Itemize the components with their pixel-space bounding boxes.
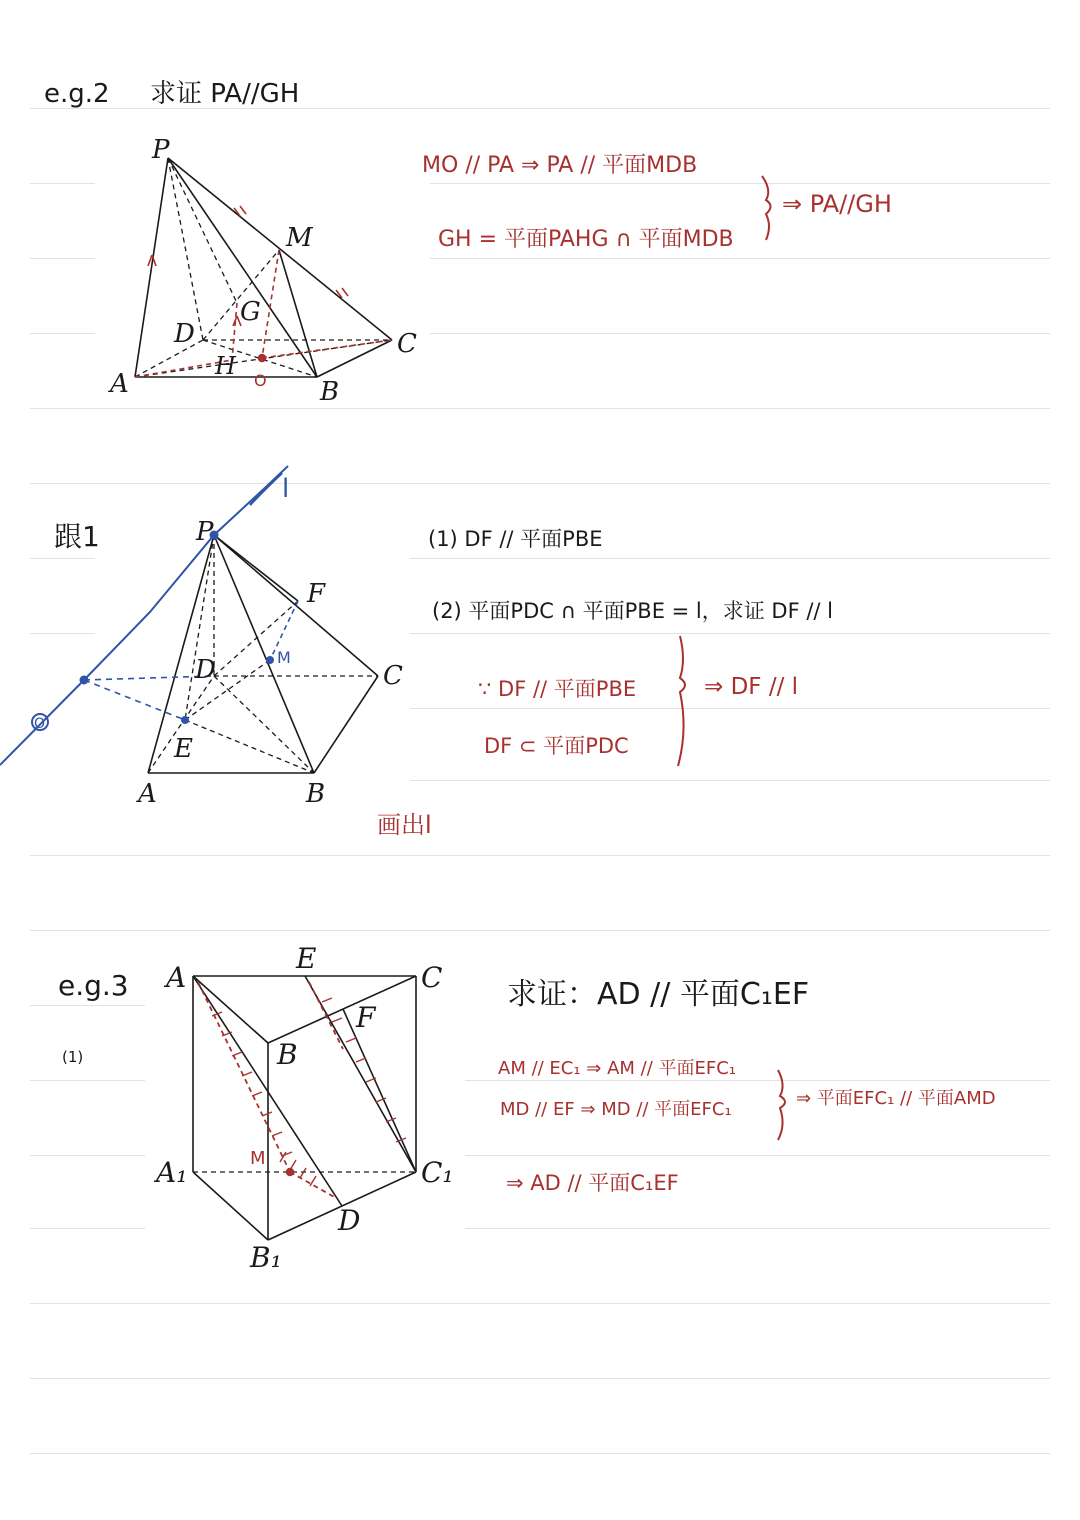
eg3-label-D: D — [338, 1204, 361, 1237]
eg3-brace — [778, 1070, 785, 1140]
ex1-label-P: P — [196, 517, 214, 547]
eg3-label-B1: B₁ — [250, 1241, 282, 1274]
eg2-label-C: C — [397, 329, 417, 359]
eg3-label-B: B — [277, 1038, 298, 1071]
ex1-q2: (2) 平面PDC ∩ 平面PBE = l，求证 DF // l — [432, 599, 834, 623]
eg2-label-D: D — [174, 319, 195, 349]
eg2-label-O: O — [254, 371, 267, 390]
eg3-label-C: C — [421, 961, 443, 994]
ex1-note: 画出l — [377, 811, 432, 839]
eg2-step2: GH = 平面PAHG ∩ 平面MDB — [438, 227, 734, 252]
eg2-title: 求证 PA//GH — [150, 79, 300, 109]
eg3-title: 求证：AD // 平面C₁EF — [507, 977, 810, 1012]
ex1-brace — [678, 636, 685, 766]
eg2-label-B: B — [320, 377, 340, 407]
eg2-tag: e.g.2 — [44, 79, 110, 109]
eg3-label-E: E — [296, 942, 317, 975]
eg3-label-A1: A₁ — [156, 1156, 188, 1189]
eg2-label-M: M — [286, 223, 313, 253]
eg3-label-F: F — [356, 1001, 376, 1034]
ex1-section — [0, 466, 833, 839]
eg3-tag: e.g.3 — [58, 969, 129, 1002]
eg3-label-M: M — [250, 1148, 266, 1169]
eg2-label-A: A — [110, 369, 129, 399]
ex1-label-O: O — [34, 716, 46, 732]
eg2-step1: MO // PA ⇒ PA // 平面MDB — [422, 153, 698, 178]
ex1-label-B: B — [306, 779, 326, 809]
eg3-prism-diagram — [193, 976, 416, 1240]
ex1-step1: ∵ DF // 平面PBE — [478, 677, 637, 701]
eg2-red-marks — [135, 206, 392, 377]
eg2-brace — [762, 176, 771, 240]
ex1-label-A: A — [138, 779, 157, 809]
eg3-step1: AM // EC₁ ⇒ AM // 平面EFC₁ — [498, 1058, 737, 1079]
eg3-final: ⇒ AD // 平面C₁EF — [506, 1171, 679, 1195]
ex1-label-E: E — [174, 734, 193, 764]
ex1-conclusion: ⇒ DF // l — [704, 674, 799, 700]
eg3-part: (1) — [62, 1048, 84, 1066]
eg3-label-A: A — [166, 961, 187, 994]
ex1-label-F: F — [307, 579, 326, 609]
ex1-label-M: M — [277, 648, 291, 667]
ex1-label-D: D — [195, 655, 216, 685]
eg3-conclusion: ⇒ 平面EFC₁ // 平面AMD — [796, 1088, 996, 1109]
ex1-q1: (1) DF // 平面PBE — [428, 527, 603, 551]
eg2-label-G: G — [240, 297, 261, 327]
eg2-section — [44, 79, 892, 407]
eg2-label-H: H — [215, 352, 236, 380]
ex1-label-C: C — [383, 661, 403, 691]
ex1-label-l: l — [282, 474, 290, 504]
eg2-label-P: P — [152, 135, 170, 165]
ex1-tag: 跟1 — [54, 520, 100, 553]
eg3-step2: MD // EF ⇒ MD // 平面EFC₁ — [500, 1099, 732, 1120]
eg3-label-C1: C₁ — [421, 1156, 454, 1189]
eg2-conclusion: ⇒ PA//GH — [782, 190, 892, 218]
ex1-step2: DF ⊂ 平面PDC — [484, 734, 629, 758]
eg3-section — [58, 942, 996, 1274]
